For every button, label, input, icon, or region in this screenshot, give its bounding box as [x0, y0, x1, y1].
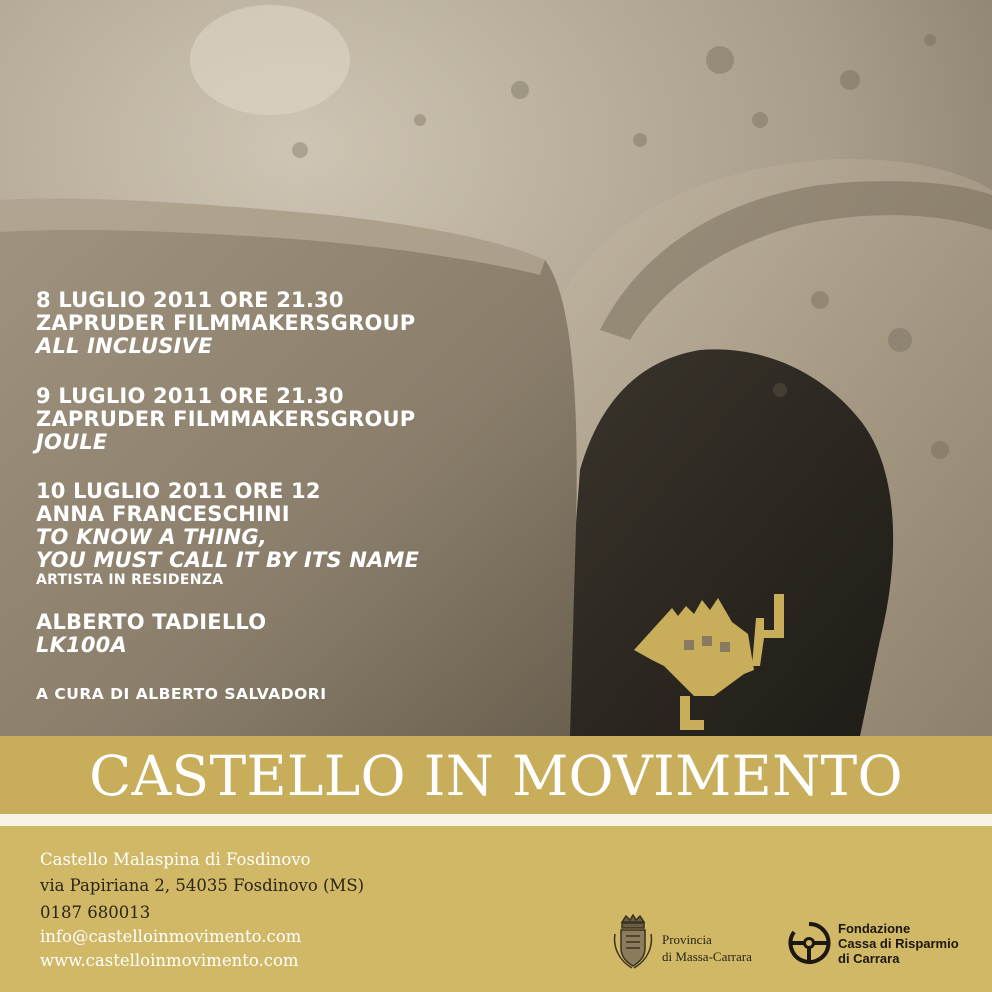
divider	[0, 814, 992, 826]
event-1	[36, 289, 415, 358]
event-2-artist: ZAPRUDER FILMMAKERSGROUP	[36, 407, 416, 431]
fondazione-label-line3: di Carrara	[838, 951, 900, 966]
fondazione-label-line1: Fondazione	[838, 921, 911, 936]
provincia-label-line2: di Massa-Carrara	[662, 949, 752, 964]
event-4	[36, 611, 266, 657]
venue-address: via Papiriana 2, 54035 Fosdinovo (MS)	[40, 876, 365, 895]
website-link[interactable]: www.castelloinmovimento.com	[40, 951, 299, 970]
event-3-work-line2: YOU MUST CALL IT BY ITS NAME	[36, 548, 420, 572]
event-3-artist: ANNA FRANCESCHINI	[36, 502, 290, 526]
event-3-date: 10 LUGLIO 2011 ORE 12	[36, 479, 321, 503]
page-title: CASTELLO IN MOVIMENTO	[89, 744, 903, 808]
event-4-work: LK100A	[36, 633, 127, 657]
fondazione-label-line2: Cassa di Risparmio	[838, 936, 959, 951]
event-1-work: ALL INCLUSIVE	[36, 334, 213, 358]
event-4-artist: ALBERTO TADIELLO	[36, 610, 267, 634]
event-3	[36, 480, 419, 588]
event-1-artist: ZAPRUDER FILMMAKERSGROUP	[36, 311, 416, 335]
castle-logo-icon	[624, 570, 794, 740]
venue-name: Castello Malaspina di Fosdinovo	[40, 850, 311, 869]
phone-number: 0187 680013	[40, 903, 151, 922]
event-1-date: 8 LUGLIO 2011 ORE 21.30	[36, 288, 344, 312]
event-3-work-line1: TO KNOW A THING,	[36, 525, 267, 549]
provincia-label-line1: Provincia	[662, 932, 712, 947]
event-2	[36, 385, 415, 454]
curator-credit: A CURA DI ALBERTO SALVADORI	[36, 685, 327, 703]
fondazione-logo-icon	[786, 920, 832, 966]
event-3-note: ARTISTA IN RESIDENZA	[36, 572, 224, 588]
event-2-date: 9 LUGLIO 2011 ORE 21.30	[36, 384, 344, 408]
coat-of-arms-icon	[612, 914, 654, 970]
email-link[interactable]: info@castelloinmovimento.com	[40, 927, 302, 946]
event-2-work: JOULE	[36, 430, 108, 454]
